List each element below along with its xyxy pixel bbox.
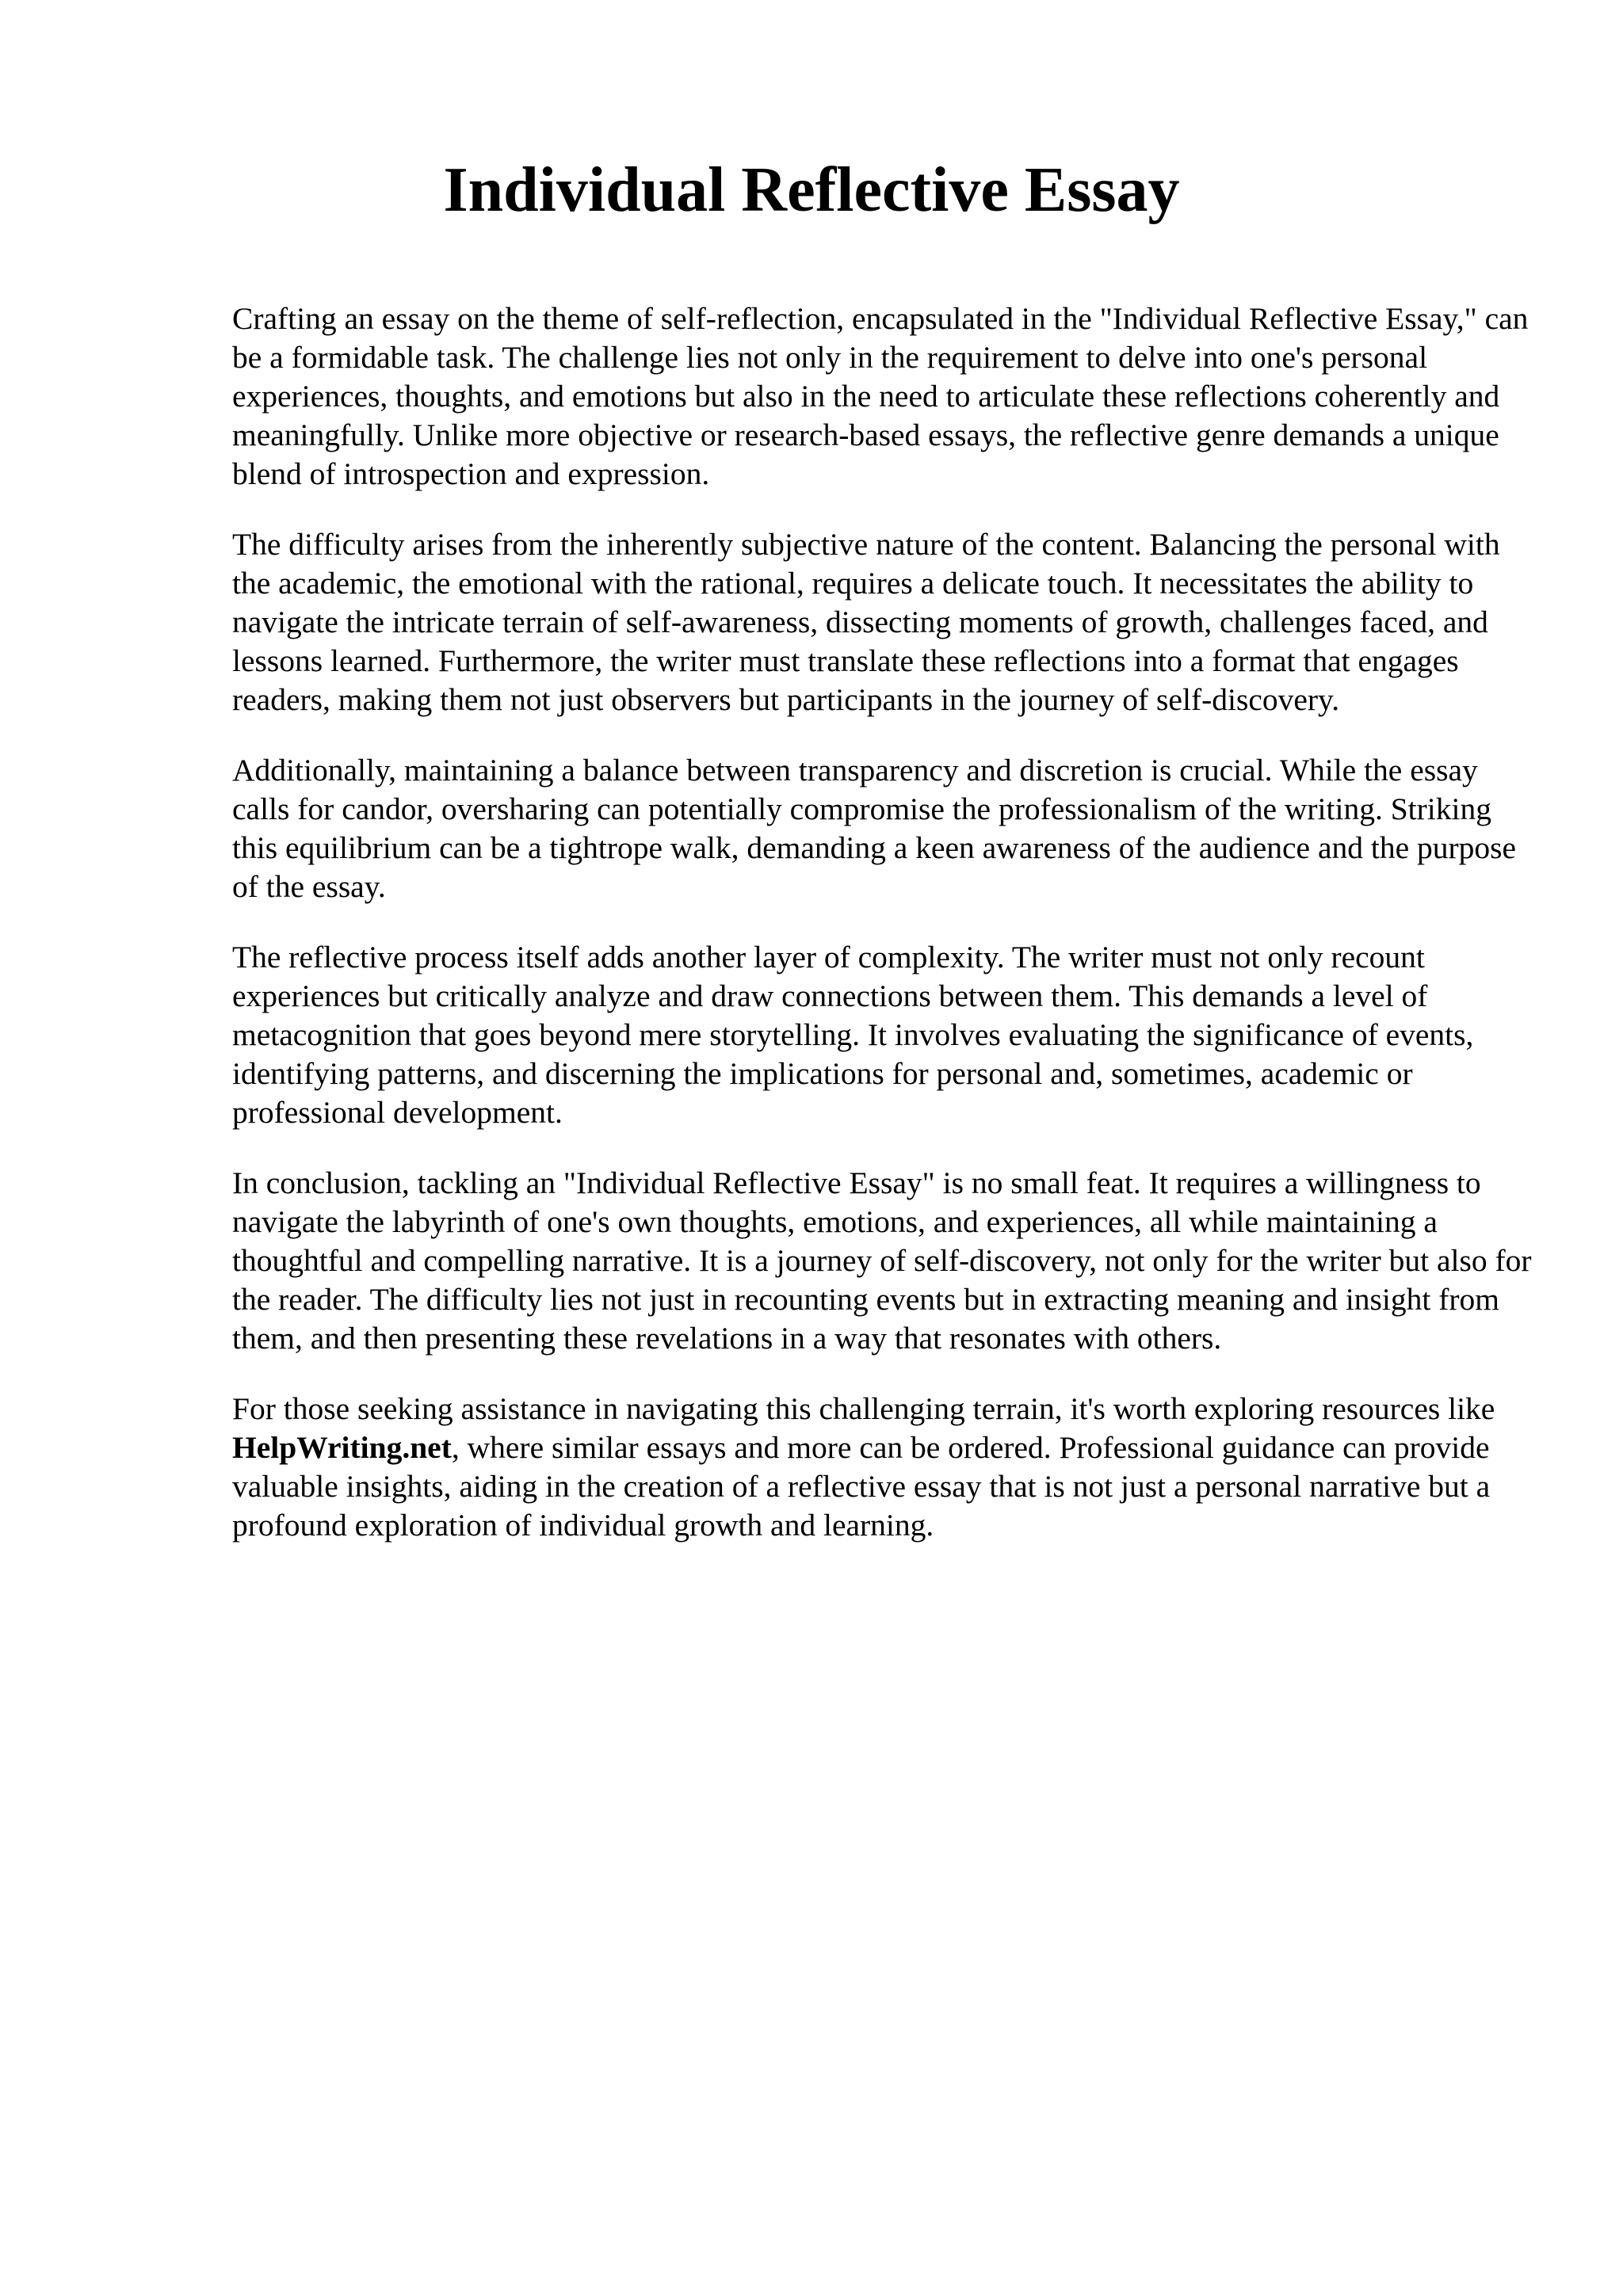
paragraph-5: In conclusion, tackling an "Individual Reflective Essay" is no small feat. It requires a willingness to navigate the labyrinth of one's own thoughts, emotions, and experiences, all while maintaining a thoughtful and compelling narrative. It is a journey of self-discovery, not only for the writer but also for the reader. The difficulty lies not just in recounting events but in extracting meaning and insight from them, and then presenting these revelations in a way that resonates with others. bbox=[232, 1165, 1532, 1356]
paragraph-1: Crafting an essay on the theme of self-reflection, encapsulated in the "Individual Reflective Essay," can be a formidable task. The challenge lies not only in the requirement to delve into one's personal experiences, thoughts, and emotions but also in the need to articulate these reflections coherently and meaningfully. Unlike more objective or research-based essays, the reflective genre demands a unique blend of introspection and expression. bbox=[232, 301, 1529, 491]
paragraph-2: The difficulty arises from the inherently subjective nature of the content. Balancing the personal with the academic, the emotional with the rational, requires a delicate touch. It necessitates the ability to navigate the intricate terrain of self-awareness, dissecting moments of growth, challenges faced, and lessons learned. Furthermore, the writer must translate these reflections into a format that engages readers, making them not just observers but participants in the journey of self-discovery. bbox=[232, 527, 1500, 717]
paragraph-3: Additionally, maintaining a balance between transparency and discretion is crucial. While the essay calls for candor, oversharing can potentially compromise the professionalism of the writing. Striking this equilibrium can be a tightrope walk, demanding a keen awareness of the audience and the purpose of the essay. bbox=[232, 753, 1517, 904]
helpwriting-link[interactable]: HelpWriting.net bbox=[232, 1430, 452, 1465]
paragraph-6 bbox=[232, 1390, 1532, 1545]
paragraph-4: The reflective process itself adds another layer of complexity. The writer must not only recount experiences but critically analyze and draw connections between them. This demands a level of metacognition that goes beyond mere storytelling. It involves evaluating the significance of events, identifying patterns, and discerning the implications for personal and, sometimes, academic or professional development. bbox=[232, 940, 1474, 1130]
page-title: Individual Reflective Essay bbox=[443, 155, 1180, 225]
paragraph-6-after-link: , where similar essays and more can be ordered. Professional guidance can provide valuable insights, aiding in the creation of a reflective essay that is not just a personal narrative but a profound exploration of individual growth and learning. bbox=[232, 1430, 1491, 1543]
paragraph-6-before-link: For those seeking assistance in navigating this challenging terrain, it's worth exploring resources like bbox=[232, 1391, 1495, 1426]
essay-body bbox=[232, 299, 1532, 1577]
